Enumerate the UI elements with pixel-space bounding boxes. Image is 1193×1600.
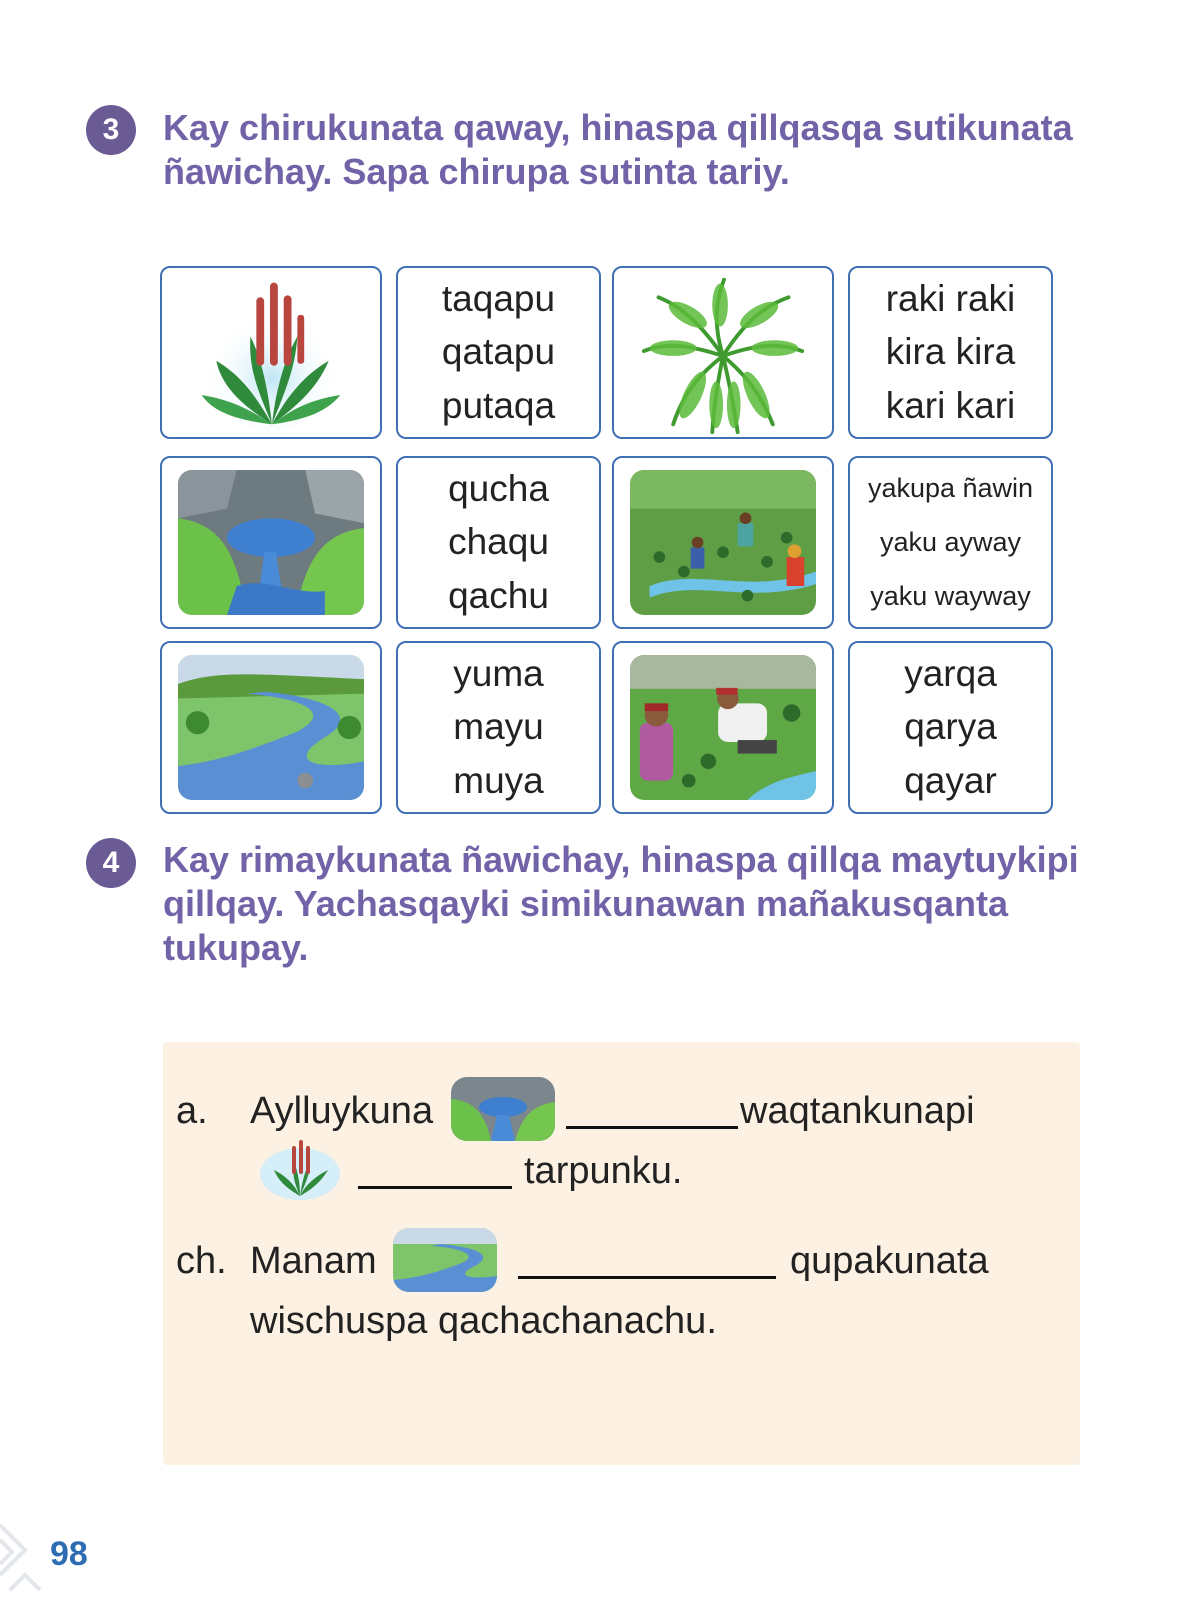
- word-card-1: [396, 266, 601, 439]
- picture-card-planting: [612, 641, 834, 814]
- exercise-3-instruction: Kay chirukunata qaway, hinaspa qillqasqa sutikunata ñawichay. Sapa chirupa sutinta tariy.: [163, 107, 1073, 192]
- word-option: kira kira: [885, 331, 1016, 373]
- fern-plant-icon: [614, 268, 832, 437]
- word-option: yaku wayway: [870, 580, 1031, 611]
- item-a-label: a.: [176, 1090, 208, 1132]
- word-option: yarqa: [904, 652, 997, 694]
- word-card-6: [848, 641, 1053, 814]
- river-icon: [393, 1228, 497, 1292]
- exercise-3-number: 3: [102, 113, 120, 146]
- word-option: putaqa: [441, 385, 556, 427]
- item-ch-text-end: wischuspa qachachanachu.: [250, 1300, 717, 1342]
- word-option: yakupa ñawin: [867, 473, 1034, 504]
- corner-pattern-decoration: [0, 1505, 45, 1600]
- item-a-blank-1[interactable]: [566, 1126, 738, 1129]
- item-ch-label: ch.: [176, 1240, 227, 1282]
- picture-card-river: [160, 641, 382, 814]
- spring-waterfall-icon: [451, 1077, 555, 1141]
- word-option: kari kari: [885, 385, 1016, 427]
- picture-card-fern: [612, 266, 834, 439]
- word-option: chaqu: [448, 521, 549, 563]
- people-planting-icon: [630, 655, 816, 800]
- river-icon: [178, 655, 364, 800]
- word-option: raki raki: [885, 277, 1016, 319]
- item-a-spring-thumbnail: [451, 1077, 555, 1141]
- exercise-4-instruction: Kay rimaykunata ñawichay, hinaspa qillqa maytuykipi qillqay. Yachasqayki simikunawan mañakusqanta tukupay.: [163, 839, 1079, 968]
- exercise-4-number-badge: [86, 838, 136, 888]
- word-option: qayar: [904, 760, 997, 802]
- item-ch-text-start: Manam: [250, 1240, 377, 1282]
- word-option: muya: [453, 760, 544, 802]
- item-a-text-start: Aylluykuna: [250, 1090, 434, 1132]
- word-option: qucha: [448, 467, 549, 509]
- item-a-text-middle: waqtankunapi: [740, 1090, 975, 1132]
- item-a-blank-2[interactable]: [358, 1186, 512, 1189]
- item-a-text-end: tarpunku.: [524, 1150, 683, 1192]
- picture-card-spring: [160, 456, 382, 629]
- spring-waterfall-icon: [178, 470, 364, 615]
- word-option: yaku ayway: [879, 526, 1022, 557]
- picture-card-irrigation: [612, 456, 834, 629]
- word-option: qachu: [448, 575, 549, 617]
- word-card-2: [848, 266, 1053, 439]
- word-option: qatapu: [441, 331, 556, 373]
- word-card-4: [848, 456, 1053, 629]
- word-card-3: [396, 456, 601, 629]
- picture-card-bromeliad: [160, 266, 382, 439]
- word-option: qarya: [904, 706, 997, 748]
- word-card-5: [396, 641, 601, 814]
- page-number: 98: [50, 1535, 88, 1573]
- item-a-plant-thumbnail: [252, 1138, 348, 1200]
- bromeliad-plant-icon: [162, 268, 380, 437]
- bromeliad-plant-icon: [252, 1138, 348, 1200]
- word-option: taqapu: [441, 277, 556, 319]
- exercise-4-number: 4: [102, 846, 120, 879]
- word-option: yuma: [453, 652, 544, 694]
- item-ch-river-thumbnail: [393, 1228, 497, 1292]
- item-ch-text-middle: qupakunata: [790, 1240, 989, 1282]
- exercise-3-number-badge: [86, 105, 136, 155]
- people-irrigating-icon: [630, 470, 816, 615]
- word-option: mayu: [453, 706, 544, 748]
- item-ch-blank[interactable]: [518, 1276, 776, 1279]
